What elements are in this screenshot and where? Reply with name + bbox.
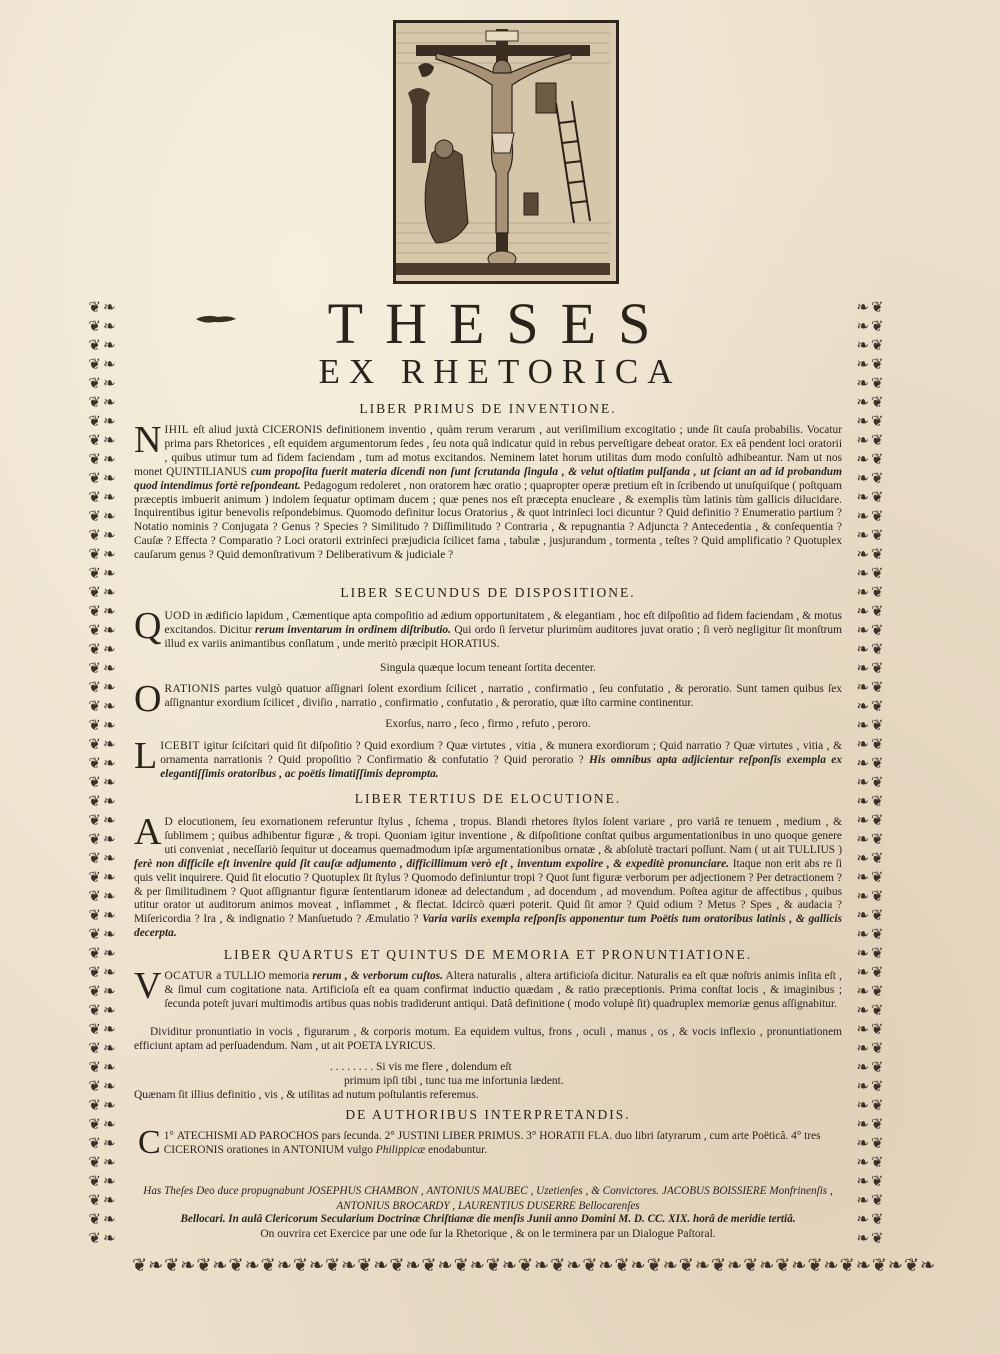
ornament-glyph: ❧❦ [856,906,886,924]
ornament-glyph: ❦❧ [88,811,118,829]
right-ornament-border [848,298,894,1250]
ornament-glyph: ❧❦ [856,735,886,753]
ornament-glyph: ❦❧ [88,887,118,905]
ornament-glyph: ❦❧ [88,1001,118,1019]
ornament-glyph: ❧❦ [856,640,886,658]
ornament-glyph: ❧❦ [856,393,886,411]
ornament-glyph: ❧❦ [856,944,886,962]
ornament-glyph: ❧❦ [856,982,886,1000]
ornament-glyph: ❧❦ [856,849,886,867]
ornament-glyph: ❦❧ [88,336,118,354]
authors-heading: DE AUTHORIBUS INTERPRETANDIS. [345,1107,631,1122]
ornament-glyph: ❧❦ [856,1134,886,1152]
book-3-heading: LIBER TERTIUS DE ELOCUTIONE. [354,791,622,806]
ornament-glyph: ❦❧ [88,1077,118,1095]
ornament-glyph: ❦❧ [88,374,118,392]
ornament-glyph: ❦❧ [88,792,118,810]
ornament-glyph: ❦❧ [88,849,118,867]
ornament-glyph: ❧❦ [856,792,886,810]
ornament-glyph: ❦❧ [88,488,118,506]
book-2-heading: LIBER SECUNDUS DE DISPOSITIONE. [340,585,636,600]
ornament-glyph: ❦❧ [88,393,118,411]
ornament-glyph: ❦❧ [88,963,118,981]
ornament-glyph: ❦❧ [88,602,118,620]
ornament-glyph: ❦❧ [88,412,118,430]
ornament-glyph: ❧❦ [856,811,886,829]
ornament-glyph: ❦❧ [88,1229,118,1247]
ornament-glyph: ❦❧ [88,1115,118,1133]
ornament-glyph: ❧❦ [856,887,886,905]
ornament-glyph: ❦❧ [88,298,118,316]
book-2-paragraph-2: ORATIONIS partes vulgò quatuor aſſignari ſolent exordium ſcilicet , narratio , confirmatio , ſeu confutatio , & peroratio. Sunt tamen quibus ſex aſſignantur exordium ſcilicet , diviſio , narratio , confirmatio , confutatio , & peroratio, quæ iſto carmine continentur. [134,678,842,720]
book-4-paragraph-1: VOCATUR a TULLIO memoria rerum , & verborum cuſtos. Altera naturalis , altera artificioſa dicitur. Naturalis ea eſt quæ noſtris animis inſita eſt , & ſimul cum cogitatione nata. Artificioſa eſt ea quam confirmat inductio quædam , & ratio præceptionis. Prima conſtat locis , & imaginibus ; ſecunda poteſt juvari multimodis artibus quas nobis tradiderunt antiqui. Datâ definitione ( modo volupè ſit) quadruplex memoriæ genus aſſignabitur. [134,965,843,1010]
ornament-glyph: ❧❦ [856,602,886,620]
ornament-glyph: ❦❧ [88,944,118,962]
ornament-glyph: ❦❧ [88,1153,118,1171]
ornament-glyph: ❧❦ [856,564,886,582]
ornament-glyph: ❦❧ [88,545,118,563]
ornament-glyph: ❦❧ [88,659,118,677]
defense-notice: Has Theſes Deo duce propugnabunt JOSEPHUS CHAMBON , ANTONIUS MAUBEC , Uzetienſes , & Convictores. JACOBUS BOISSIERE Monfrinenſis , ANTONIUS BROCARDY , LAURENTIUS DUSERRE Bellocarenſes [143,1185,833,1212]
ornament-glyph: ❦❧ [88,735,118,753]
book-4-paragraph-3: Quænam ſit illius definitio , vis , & utilitas ad nutum poſtulantis referemus. [134,1089,479,1101]
ornament-glyph: ❧❦ [856,925,886,943]
ornament-glyph: ❦❧ [88,1039,118,1057]
ornament-glyph: ❧❦ [856,1229,886,1247]
ornament-glyph: ❧❦ [856,1153,886,1171]
ornament-glyph: ❦❧ [88,583,118,601]
ornament-glyph: ❧❦ [856,583,886,601]
ornament-glyph: ❦❧ [88,1191,118,1209]
ornament-glyph: ❧❦ [856,1172,886,1190]
ornament-glyph: ❧❦ [856,1058,886,1076]
ornament-glyph: ❦❧ [88,355,118,373]
ornament-glyph: ❦❧ [88,526,118,544]
ornament-glyph: ❧❦ [856,545,886,563]
defense-place-date: Bellocari. In aulâ Clericorum Secularium Doctrinæ Chriſtianæ die menſis Junii anno Domini M. D. CC. XIX. horâ de meridie tertiâ. [180,1213,796,1225]
ornament-glyph: ❦❧ [88,716,118,734]
ornament-glyph: ❦❧ [88,1058,118,1076]
ornament-glyph: ❦❧ [88,982,118,1000]
drop-cap: V [134,965,162,1007]
ornament-glyph: ❦❧ [88,830,118,848]
ornament-glyph: ❦❧ [88,564,118,582]
ornament-glyph: ❧❦ [856,1096,886,1114]
ornament-glyph: ❦❧ [88,678,118,696]
defense-exercise-note: On ouvrira cet Exercice par une ode ſur la Rhetorique , & on le terminera par un Dialogue Paſtoral. [260,1228,716,1240]
book-4-5-heading: LIBER QUARTUS ET QUINTUS DE MEMORIA ET PRONUNTIATIONE. [223,947,753,962]
drop-cap: O [134,678,162,720]
ornament-glyph: ❧❦ [856,697,886,715]
ornament-glyph: ❦❧ [88,1210,118,1228]
ornament-glyph: ❧❦ [856,773,886,791]
ornament-glyph: ❧❦ [856,621,886,639]
ornament-glyph: ❧❦ [856,412,886,430]
ornament-glyph: ❦❧ [88,1134,118,1152]
ornament-glyph: ❧❦ [856,526,886,544]
drop-cap: A [134,811,162,853]
page-title: THESES [327,291,673,356]
ornament-glyph: ❦❧ [88,507,118,525]
ornament-glyph: ❦❧ [88,431,118,449]
ornament-glyph: ❧❦ [856,1210,886,1228]
left-ornament-border [80,298,126,1250]
ornament-glyph: ❦❧ [88,317,118,335]
ornament-glyph: ❧❦ [856,678,886,696]
authors-paragraph: 1° C ATECHISMI AD PAROCHOS pars ſecunda. 2° JUSTINI LIBER PRIMUS. 3° HORATII FLA. duo libri ſatyrarum , cum arte Poëticâ. 4° tres CICERONIS orationes in ANTONIUM vulgo Philippicæ enodabuntur. [134,1129,842,1157]
crucifixion-woodcut-drawing [396,23,610,275]
bottom-ornament-border: ❦❧❦❧❦❧❦❧❦❧❦❧❦❧❦❧❦❧❦❧❦❧❦❧❦❧❦❧❦❧❦❧❦❧❦❧❦❧❦❧❦❧❦❧❦❧❦❧❦❧ [132,1255,937,1276]
ornament-glyph: ❧❦ [856,488,886,506]
ornament-glyph: ❧❦ [856,830,886,848]
book-2-paragraph-1: QUOD in ædificio lapidum , Cæmentique apta compoſitio ad ædium opportunitatem , & elegantiam , hoc eſt diſpoſitio ad fidem faciendam , & motus excitandos. Dicitur rerum inventarum in ordinem diſtributio. Qui ordo ſi ſervetur plurimùm auditores juvat oratio ; ſi verò negligitur ſit monſtrum illud ex variis animantibus conſlatum , unde meritò præcipit HORATIUS. [134,605,842,650]
ornament-glyph: ❦❧ [88,621,118,639]
ornament-glyph: ❧❦ [856,1020,886,1038]
ornament-glyph: ❦❧ [88,754,118,772]
ornament-glyph: ❧❦ [856,1077,886,1095]
ornament-glyph: ❧❦ [856,298,886,316]
ornament-glyph: ❦❧ [88,469,118,487]
ornament-glyph: ❧❦ [856,1039,886,1057]
ornament-glyph: ❦❧ [88,1096,118,1114]
ornament-glyph: ❧❦ [856,355,886,373]
ornament-glyph: ❧❦ [856,431,886,449]
lyric-verse-line-2: primum ipſi tibi , tunc tua me infortunia lædent. [344,1075,564,1087]
ornament-glyph: ❦❧ [88,697,118,715]
ornament-glyph: ❧❦ [856,374,886,392]
lyric-verse-line-1: . . . . . . . . Si vis me flere , dolendum eſt [330,1061,512,1073]
page-subtitle: EX RHETORICA [318,352,682,391]
drop-cap: N [134,419,162,461]
ornament-glyph: ❦❧ [88,868,118,886]
book-4-paragraph-2: Dividitur pronuntiatio in vocis , figurarum , & corporis motum. Ea equidem vultus, frons , oculi , manus , os , & vocis inflexio , pronuntiationem efficiunt aptam ad perſuadendum. Nam , ut ait POETA LYRICUS. [134,1026,842,1052]
drop-cap: L [134,735,158,777]
ornament-glyph: ❦❧ [88,450,118,468]
ornament-glyph: ❦❧ [88,906,118,924]
ornament-glyph: ❧❦ [856,754,886,772]
crucifixion-woodcut [393,20,619,284]
ornament-glyph: ❦❧ [88,640,118,658]
book-3-paragraph: A D elocutionem, ſeu exornationem referuntur ſtylus , ſchema , tropus. Blandi rhetores ſtylos ſolent variare , pro variâ re tenuem , medium , & ſublimem ; quibus adhibentur figuræ , & tropi. Quoniam igitur inventione , & diſpoſitione conſtat quibus argumentationibus in uno quoque genere uti conveniat , neceſſariò ſequitur ut doceamus quemadmodum ipſæ argumentationibus ornatæ , & abſolutè tractari poſſunt. Nam ( ut ait TULLIUS ) ferè non difficile eſt invenire quid ſit cauſæ adjumento , difficillimum verò eſt , inventum expolire , & expeditè pronunciare. Itaque non erit abs re ſi quis velit inquirere. Quid ſit elocutio ? Quotuplex ſit ſtylus ? Quomodo definiuntur tropi ? Quot ſunt figuræ verborum per adjectionem ? Per detractionem ? & per ſimilitudinem ? Quot aſſignantur figuræ ſententiarum idoneæ ad delectandum , ad docendum , ad movendum. Poſtea agitur de affectibus , quibus utitur orator ut auditorum animos moveat , inflammet , & flectat. Idcircò quæri poterit. Quid ſit amor ? Quid odium ? Metus ? Spes , & audacia ? Miſericordia ? Ira , & indignatio ? Manſuetudo ? Æmulatio ? Varia variis exempla reſponſis apponentur tum Poëtis tum oratoribus latinis , & gallicis decerpta. [134,811,842,940]
book-2-paragraph-3: LICEBIT igitur ſciſcitari quid ſit diſpoſitio ? Quid exordium ? Quæ virtutes , vitia , & munera exordiorum ; Quid narratio ? Quæ virtutes , vitia , & ornamenta narrationis ? Quid propoſitio ? Confirmatio & confutatio ? Quid peroratio ? His omnibus apta adjicientur reſponſis exempla ex elegantiſſimis oratoribus , ac poëtis limatiſſimis deprompta. [134,735,842,780]
ornament-glyph: ❧❦ [856,450,886,468]
ornament-glyph: ❧❦ [856,507,886,525]
ornament-glyph: ❦❧ [88,1172,118,1190]
ornament-glyph: ❦❧ [88,1020,118,1038]
mnemonic-verse: Exorſus, narro , ſeco , firmo , refuto , peroro. [385,718,591,730]
ornament-glyph: ❧❦ [856,1001,886,1019]
ornament-glyph: ❦❧ [88,773,118,791]
ornament-glyph: ❧❦ [856,659,886,677]
ornament-glyph: ❦❧ [88,925,118,943]
book-1-paragraph: NIHIL eſt aliud juxtà CICERONIS definitionem inventio , quàm rerum verarum , aut veriſimilium excogitatio ; unde ſit cauſa probabilis. Vocatur prima pars Rhetorices , eſt equidem argumentorum ſedes , ſeu nota quâ indicatur quid in rebus perveſtigare debeat orator. Ex eâ pendent loci oratorii , quibus utimur tum ad fidem faciendam , tum ad motus excitandos. Neminem latet horum utilitas dum modo conſultò adhibeantur. Nam ut nos monet QUINTILIANUS cum propoſita fuerit materia dicendi non ſunt ſcrutanda ſingula , & velut oſtiatim pulſanda , ut ſciant an ad id probandum quod intendimus fortè reſpondeant. Pedagogum redoleret , non oratorem hæc oratio ; quapropter operæ pretium eſt in ſcribendo ut unuſquiſque ( poſtquam præceptis imbuerit animum ) indolem ſequatur optimam ducem ; quæ penes nos eſt præcepta enucleare , & exemplis tùm latinis tùm gallicis dilucidare. Inquirentibus igitur benevolis reſpondebimus. Quomodo definitur locus Oratorius , & quot intrinſeci loci dicuntur ? Quid definitio ? Enumeratio partium ? Notatio nominis ? Conjugata ? Genus ? Species ? Similitudo ? Diſſimilitudo ? Contraria , & repugnantia ? Adjuncta ? Antecedentia , & conſequentia ? Cauſæ ? Effecta ? Comparatio ? Loci oratorii extrinſeci præjudicia ſcilicet fama , tabulæ , jusjurandum , tormenta , teſtes ? Quid amplificatio ? Quotuplex cauſarum genus ? Quid demonſtrativum ? Deliberativum & judiciale ? [134,419,843,562]
ornament-glyph: ❧❦ [856,336,886,354]
ornament-glyph: ❧❦ [856,1191,886,1209]
ornament-glyph: ❧❦ [856,868,886,886]
book-1-heading: LIBER PRIMUS DE INVENTIONE. [359,401,617,416]
ornament-glyph: ❧❦ [856,716,886,734]
drop-cap: Q [134,605,162,647]
ornament-glyph: ❧❦ [856,317,886,335]
drop-cap: C [138,1124,161,1161]
ornament-glyph: ❧❦ [856,963,886,981]
ornament-glyph: ❧❦ [856,1115,886,1133]
ornament-glyph: ❧❦ [856,469,886,487]
horace-verse: Singula quæque locum teneant ſortita decenter. [380,662,596,674]
